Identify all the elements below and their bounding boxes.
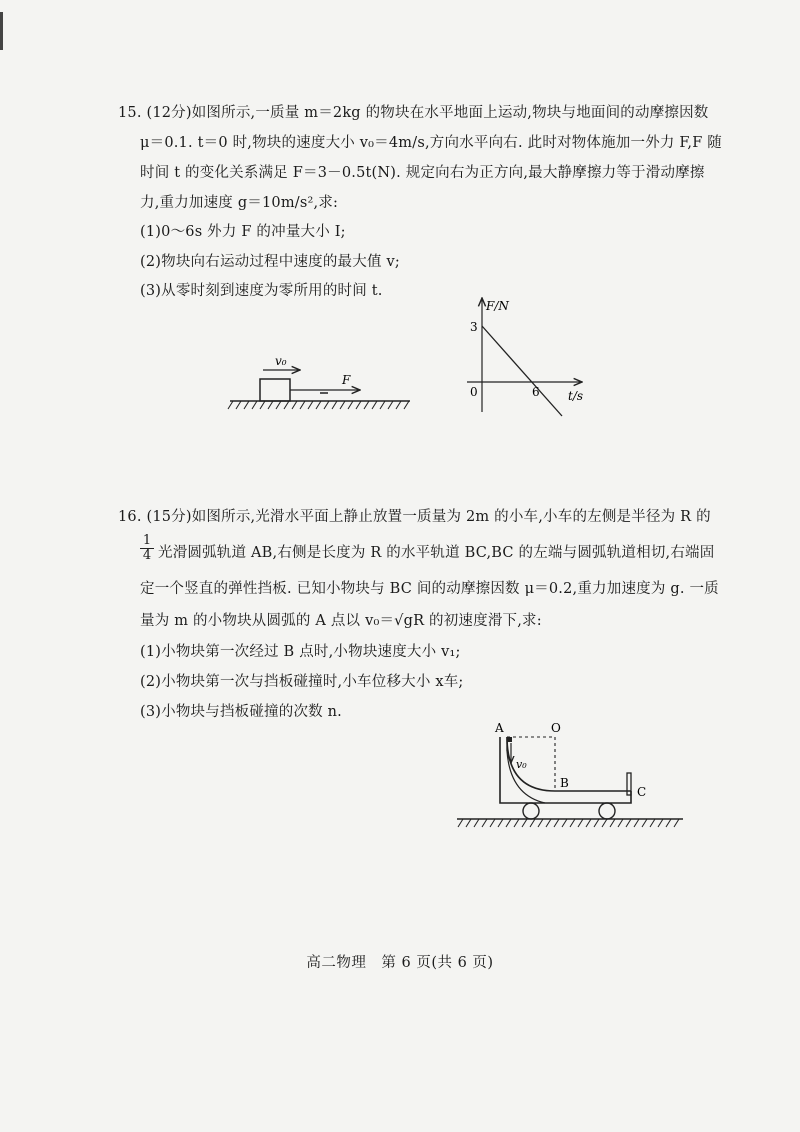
cart-velocity-label: v₀	[516, 758, 527, 771]
block-on-ground-figure	[225, 345, 415, 415]
q16-line-2: 光滑圆弧轨道 AB,右侧是长度为 R 的水平轨道 BC,BC 的左端与圆弧轨道相切,右端固	[158, 545, 715, 561]
scan-edge-mark	[0, 12, 3, 50]
q15-line-2: μ＝0.1. t＝0 时,物块的速度大小 v₀＝4m/s,方向水平向右. 此时对物体施加一外力 F,F 随	[140, 135, 723, 151]
velocity-label: v₀	[275, 354, 287, 368]
force-line	[482, 326, 562, 416]
origin-label: 0	[470, 385, 478, 399]
cart-track-figure	[455, 715, 685, 835]
q16-subquestion-1: (1)小物块第一次经过 B 点时,小物块速度大小 v₁;	[140, 644, 461, 660]
fraction-numerator: 1	[140, 534, 154, 549]
force-label: F	[342, 373, 351, 387]
y-axis-label: F/N	[486, 299, 509, 313]
quarter-fraction	[140, 534, 154, 563]
q15-line-1: 15. (12分)如图所示,一质量 m＝2kg 的物块在水平地面上运动,物块与地面间的动摩擦因数	[118, 105, 709, 121]
q16-line-4: 量为 m 的小物块从圆弧的 A 点以 v₀＝√gR 的初速度滑下,求:	[140, 613, 542, 629]
right-wheel	[599, 803, 615, 819]
ground-hatching	[228, 401, 409, 409]
small-block	[507, 737, 512, 742]
label-b: B	[560, 776, 569, 790]
x-intercept-label: 6	[532, 385, 540, 399]
label-a: A	[495, 721, 504, 735]
q15-line-4: 力,重力加速度 g＝10m/s²,求:	[140, 195, 339, 211]
q16-line-3: 定一个竖直的弹性挡板. 已知小物块与 BC 间的动摩擦因数 μ＝0.2,重力加速度为 g. 一质	[140, 581, 719, 597]
cart-ground-hatching	[458, 819, 679, 827]
fraction-denominator: 4	[142, 548, 152, 563]
y-intercept-label: 3	[470, 320, 478, 334]
label-c: C	[637, 785, 647, 799]
q16-subquestion-3: (3)小物块与挡板碰撞的次数 n.	[140, 704, 342, 720]
label-o: O	[551, 721, 561, 735]
q15-line-3: 时间 t 的变化关系满足 F＝3－0.5t(N). 规定向右为正方向,最大静摩擦力等于滑动摩擦	[140, 165, 705, 181]
q16-line-1: 16. (15分)如图所示,光滑水平面上静止放置一质量为 2m 的小车,小车的左侧是半径为 R 的	[118, 509, 711, 525]
left-wheel	[523, 803, 539, 819]
arc-track	[507, 737, 555, 791]
q15-subquestion-2: (2)物块向右运动过程中速度的最大值 v;	[140, 254, 400, 270]
x-axis-label: t/s	[568, 389, 584, 403]
q16-subquestion-2: (2)小物块第一次与挡板碰撞时,小车位移大小 x车;	[140, 674, 464, 690]
force-time-graph	[462, 292, 592, 422]
page-footer: 高二物理 第 6 页(共 6 页)	[306, 955, 494, 971]
block	[260, 379, 290, 401]
q15-subquestion-1: (1)0～6s 外力 F 的冲量大小 I;	[140, 224, 346, 240]
q15-subquestion-3: (3)从零时刻到速度为零所用的时间 t.	[140, 283, 383, 299]
